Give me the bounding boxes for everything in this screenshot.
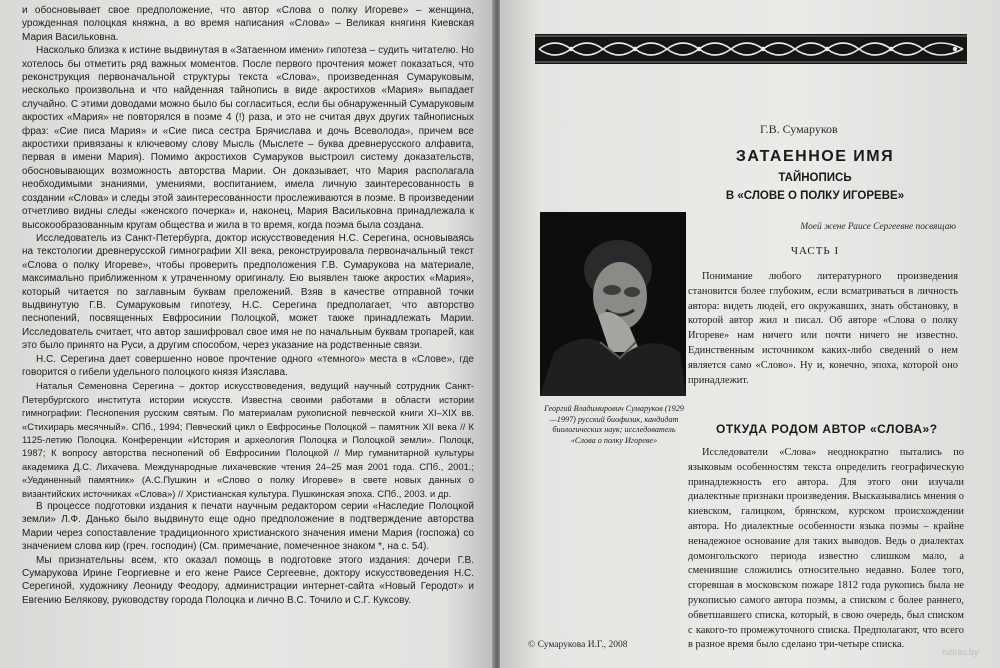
article-subtitle-line2: В «СЛОВЕ О ПОЛКУ ИГОРЕВЕ» xyxy=(725,190,905,202)
left-paragraph: Насколько близка к истине выдвинутая в «Затаенном имени» гипотеза – судить читателю. Но хотелось бы отметить ряд важных моментов. После первого прочтения может показаться, что реконструкция первоначальной структуры текста «Слова», произведенная Сумаруковым, несколько произвольна и что найденная тайнопись в виде акростихов «Мария» выпадает случайно. С этими доводами можно было бы согласиться, если бы обнаруженный Сумаруковым акростих «Мария» не повторялся в поэме 4 (!) раза, и это не считая двух других тайнописных фраз: «Сие писа Мария» и «Сие писа сестра Брячислава и дочь Всеволода», причем все акростихи привязаны к ключевому слову Мысль (Мыслете – буква древнерусского алфавита, первая в имени Мария). Помимо акростихов Сумаруков выстроил систему доказательств, обосновывающих возможность авторства Марии. Он доказывает, что Мария располагала необходимыми знаниями, умениями, воспитанием, имела личную заинтересованность в создании «Слова» и следы этой заинтересованности прослеживаются в поэме. В произведении отчетливо видны следы «женского почерка» и, наконец, Мария Васильковна принадлежала к высокообразованным кругам общества и жила в то время, когда поэма была создана. xyxy=(22,45,474,231)
dedication: Моей жене Раисе Сергеевне посвящаю xyxy=(800,222,956,232)
article-title: ЗАТАЕННОЕ ИМЯ xyxy=(735,148,895,165)
left-paragraph: и обосновывает свое предположение, что автор «Слова о полку Игореве» – женщина, урожденная полоцкая княжна, а во время написания «Слова» – Великая княгиня Киевская Мария Васильковна. xyxy=(22,5,474,43)
section-paragraph: Исследователи «Слова» неоднократно пытались по языковым особенностям текста определить географическую принадлежность его автора. Для этого они изучали диалектные признаки произведения. Высказывались мнения о киевском, галицком, брянском, курском происхождении автора. Но диалектные особенности языка поэмы – крайне ненадежное основание для таких выводов. Ведь о диалектах домонгольского периода известно слишком мало, а сменившие сложились относительно недавно. Более того, сгоревшая в московском пожаре 1812 года рукопись была не рукописью самого автора поэмы, а списком с более раннего, обветшавшего списка, который, в свою очередь, был списком с какого-то промежуточного списка. Предполагают, что всего в разное время было сделано три-четыре списка. xyxy=(688,447,965,651)
article-subtitle-line1: ТАЙНОПИСЬ xyxy=(778,172,852,184)
intro-paragraph: Понимание любого литературного произведения становится более глубоким, если всматриваться в личность автора: видеть людей, его окружавших, знать обстановку, в которой автор жил и писал. Об авторе «Слова о полку Игореве» нам ничего или почти ничего не известно. Единственным источником каких-либо сведений о нем является само «Слово». Ну и, конечно, эпоха, которой оно принадлежит. xyxy=(688,271,958,386)
decorative-ornament-band xyxy=(535,34,967,64)
left-page-text xyxy=(22,4,474,604)
author-portrait-photo xyxy=(540,212,686,396)
left-paragraph: Н.С. Серегина дает совершенно новое прочтение одного «темного» места в «Слове», где говорится о гибели удельного полоцкого князя Изяслава. xyxy=(22,353,474,378)
section-text xyxy=(688,446,964,653)
left-paragraph: Мы признательны всем, кто оказал помощь в подготовке этого издания: дочери Г.В. Сумарукова Ирине Георгиевне и его жене Раисе Сергеевне, доктору искусствоведения Н.С. Серегиной, художнику Леониду Феодору, администрации интернет-сайта «Новый Геродот» и Евгению Белякову, руководству города Полоцка и лично В.С. Точило и С.Г. Куксову. xyxy=(22,554,474,606)
author-name: Г.В. Сумаруков xyxy=(760,122,838,136)
photo-caption: Георгий Владимирович Сумаруков (1929—1997) русский биофизик, кандидат биологических наук; исследователь «Слова о полку Игореве» xyxy=(544,404,684,445)
part-heading: ЧАСТЬ I xyxy=(790,245,840,257)
intro-text xyxy=(688,270,958,388)
left-paragraph: Исследователь из Санкт-Петербурга, доктор искусствоведения Н.С. Серегина, основываясь на текстологии древнерусской гимнографии XII века, реконструировала первоначальный текст «Слова о полку Игореве», чтобы проверить предположения Г.В. Сумарукова на материале, максимально приближенном к утраченному оригиналу. Ею выявлен также акростих «Мария», который читается по заглавным буквам преложений. Взяв в качестве отправной точки выдвинутую Г.В. Сумаруковым гипотезу, Н.С. Серегина предполагает, что авторство песнопений, посвященных Евфросинии Полоцкой, может также принадлежать Марии. Исследователь считает, что автор зашифровал свое имя не по начальным буквам тропарей, как это было принято на Руси, а другим способом, через указание на родственные связи. xyxy=(22,232,474,352)
left-page xyxy=(0,0,494,668)
left-paragraph-biography: Наталья Семеновна Серегина – доктор искусствоведения, ведущий научный сотрудник Санкт-Петербургского института истории искусств. Известна своими работами в области истории гимнографии: Песнопения русским святым. По материалам рукописной певческой книги XI–XIX вв. «Стихирарь месячный». СПб., 1994; Певческий цикл о Евфросинье Полоцкой – памятник XII века // К 1125-летию Полоцка. Конференции «История и археология Полоцка и Полоцкой земли». Полоцк, 1987; К вопросу авторства песнопений об Евфросинии Полоцкой // Мир гуманитарной культуры академика Д.С. Лихачева. Международные лихачевские чтения 24–25 мая 2001 года. СПб., 2001.; «Уединенный памятник» (А.С.Пушкин и «Слово о полку Игореве» в свете новых данных о византийских источниках «Слова») // Христианская культура. Пушкинская эпоха. СПб., 2003. и др. xyxy=(22,380,474,499)
copyright-notice: © Сумарукова И.Г., 2008 xyxy=(528,640,628,650)
left-paragraph: В процессе подготовки издания к печати научным редактором серии «Наследие Полоцкой земли» Л.Ф. Данько было выдвинуто еще одно предположение в подтверждение авторства Марии через сопоставление традиционного христианского значения имени Мария (госпожа) со значением слова кир (греч. господин) (См. примечание, помеченное знаком *, на с. 54). xyxy=(22,501,474,553)
watermark: rusrav.by xyxy=(942,647,979,657)
section-heading: ОТКУДА РОДОМ АВТОР «СЛОВА»? xyxy=(716,422,938,436)
